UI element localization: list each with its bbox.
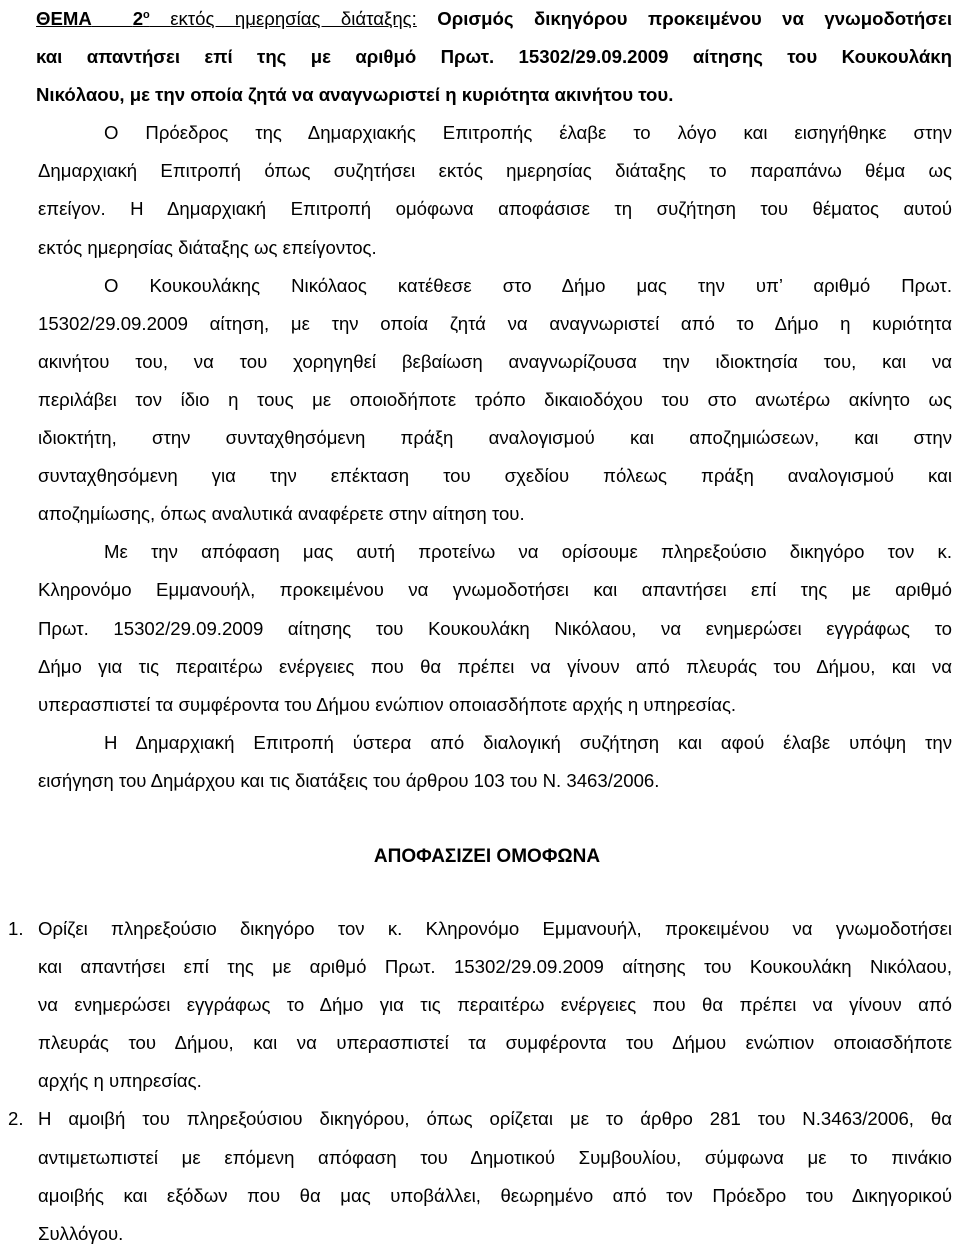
topic-description: εκτός ημερησίας διάταξης: [170,8,417,29]
paragraph-line: αποζημίωσης, όπως αναλυτικά αναφέρετε στην αίτηση του. [38,503,525,525]
paragraph-line: εκτός ημερησίας διάταξης ως επείγοντος. [38,236,377,258]
title-line-2: και απαντήσει επί της με αριθμό Πρωτ. 15302/29.09.2009 αίτησης του Κουκουλάκη [36,46,952,68]
paragraph-line: Κληρονόμο Εμμανουήλ, προκειμένου να γνωμοδοτήσει και απαντήσει επί της με αριθμό [38,579,952,601]
paragraph-4 [38,724,952,800]
document-title [38,0,952,114]
paragraph-line: Δήμο για τις περαιτέρω ενέργειες που θα πρέπει να γίνουν από πλευράς του Δήμου, και να [38,655,952,677]
paragraph-line: περιλάβει τον ίδιο η τους με οποιοδήποτε τρόπο δικαιοδόχου του στο ανωτέρω ακίνητο ως [38,388,952,410]
paragraph-line: ακινήτου του, να του χορηγηθεί βεβαίωση αναγνωρίζουσα την ιδιοκτησία του, και να [38,350,952,372]
paragraph-line: 15302/29.09.2009 αίτηση, με την οποία ζητά να αναγνωριστεί από το Δήμο η κυριότητα [38,312,952,334]
item-line: να ενημερώσει εγγράφως το Δήμο για τις περαιτέρω ενέργειες που θα πρέπει να γίνουν από [38,994,952,1016]
item-line: αμοιβής και εξόδων που θα μας υποβάλλει, θεωρημένο από τον Πρόεδρο του Δικηγορικού [38,1184,952,1206]
item-line: Συλλόγου. [38,1222,124,1244]
topic-label: ΘΕΜΑ [36,8,92,29]
item-line: πλευράς του Δήμου, και να υπερασπιστεί τα συμφέροντα του Δήμου ενώπιον οποιασδήποτε [38,1032,952,1054]
title-line-3: Νικόλαου, με την οποία ζητά να αναγνωριστεί η κυριότητα ακινήτου του. [36,84,674,106]
item-line: και απαντήσει επί της με αριθμό Πρωτ. 15302/29.09.2009 αίτησης του Κουκουλάκη Νικόλαου, [38,956,952,978]
paragraph-line: Πρωτ. 15302/29.09.2009 αίτησης του Κουκουλάκη Νικόλαου, να ενημερώσει εγγράφως το [38,617,952,639]
paragraph-line: Ο Κουκουλάκης Νικόλαος κατέθεσε στο Δήμο μας την υπ’ αριθμό Πρωτ. [104,274,952,296]
topic-number: $2^o$ [132,8,150,29]
paragraph-2 [38,267,952,534]
paragraph-3 [38,533,952,723]
item-line: αρχής η υπηρεσίας. [38,1070,202,1092]
paragraph-line: Δημαρχιακή Επιτροπή όπως συζητήσει εκτός ημερησίας διάταξης το παραπάνω θέμα ως [38,160,952,182]
decision-item-2 [8,1100,952,1252]
item-line: αντιμετωπιστεί με επόμενη απόφαση του Δημοτικού Συμβουλίου, σύμφωνα με το πινάκιο [38,1146,952,1168]
topic-superscript: ο [143,8,150,21]
paragraph-1 [38,114,952,266]
item-number: 1. [8,917,24,939]
item-line: Ορίζει πληρεξούσιο δικηγόρο τον κ. Κληρονόμο Εμμανουήλ, προκειμένου να γνωμοδοτήσει [38,917,952,939]
paragraph-line: Η Δημαρχιακή Επιτροπή ύστερα από διαλογική συζήτηση και αφού έλαβε υπόψη την [104,731,952,753]
paragraph-line: Ο Πρόεδρος της Δημαρχιακής Επιτροπής έλαβε το λόγο και εισηγήθηκε στην [104,122,952,144]
paragraph-line: συνταχθησόμενη για την επέκταση του σχεδίου πόλεως πράξη αναλογισμού και [38,465,952,487]
title-text-1: Ορισμός δικηγόρου προκειμένου να γνωμοδοτήσει [437,8,952,29]
paragraph-line: ιδιοκτήτη, στην συνταχθησόμενη πράξη αναλογισμού και αποζημιώσεων, και στην [38,427,952,449]
decision-item-1 [8,910,952,1100]
decision-heading: ΑΠΟΦΑΣΙΖΕΙ ΟΜΟΦΩΝΑ [373,845,601,867]
paragraph-line: Με την απόφαση μας αυτή προτείνω να ορίσουμε πληρεξούσιο δικηγόρο τον κ. [104,541,952,563]
paragraph-line: υπερασπιστεί τα συμφέροντα του Δήμου ενώπιον οποιασδήποτε αρχής η υπηρεσίας. [38,693,737,715]
paragraph-line: επείγον. Η Δημαρχιακή Επιτροπή ομόφωνα αποφάσισε τη συζήτηση του θέματος αυτού [38,198,952,220]
item-line: Η αμοιβή του πληρεξούσιου δικηγόρου, όπως ορίζεται με το άρθρο 281 του Ν.3463/2006, θα [38,1108,952,1130]
title-line-1 [36,0,952,38]
paragraph-line: εισήγηση του Δημάρχου και τις διατάξεις του άρθρου 103 του Ν. 3463/2006. [38,769,660,791]
item-number: 2. [8,1108,24,1130]
